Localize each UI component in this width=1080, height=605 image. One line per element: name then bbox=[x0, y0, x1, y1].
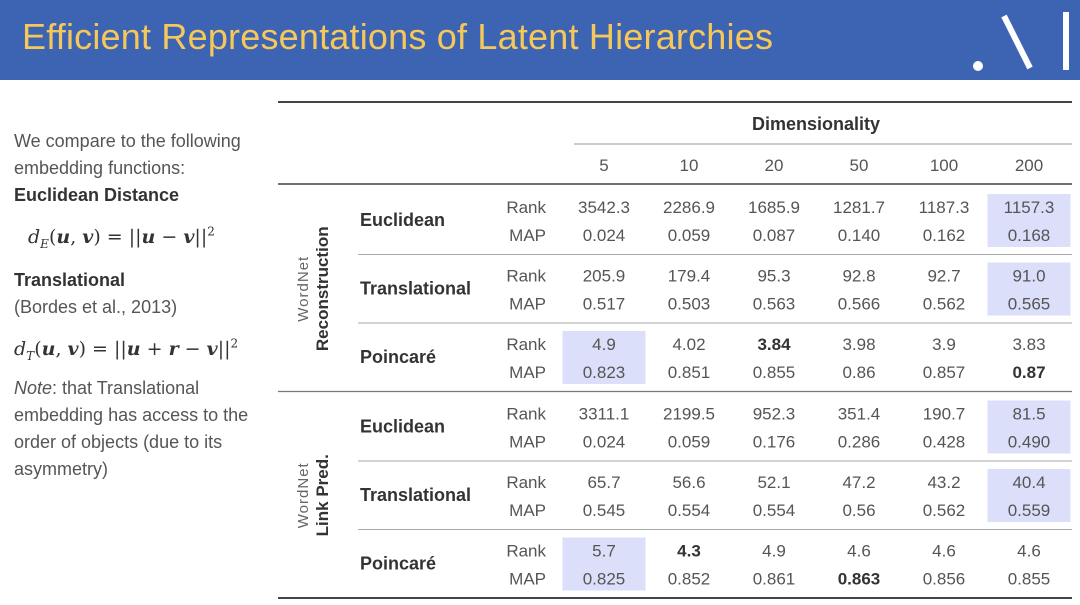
map-value: 0.861 bbox=[752, 569, 796, 589]
results-table bbox=[278, 100, 1072, 600]
map-value: 0.87 bbox=[1012, 363, 1046, 382]
rank-value: 95.3 bbox=[757, 266, 791, 286]
map-value: 0.562 bbox=[922, 501, 966, 520]
map-value: 0.286 bbox=[837, 432, 881, 452]
rank-value: 1281.7 bbox=[833, 198, 885, 217]
rank-value: 56.6 bbox=[672, 473, 706, 492]
map-value: 0.087 bbox=[752, 226, 796, 245]
map-value: 0.559 bbox=[1007, 501, 1051, 520]
map-value: 0.566 bbox=[837, 294, 881, 314]
rank-value: 91.0 bbox=[1012, 266, 1046, 286]
rank-value: 952.3 bbox=[752, 404, 796, 424]
method-label: Poincaré bbox=[360, 553, 437, 574]
dim-header-10: 10 bbox=[679, 156, 699, 175]
map-value: 0.855 bbox=[1007, 569, 1051, 589]
metric-label-rank: Rank bbox=[506, 473, 546, 492]
metric-label-map: MAP bbox=[509, 432, 546, 452]
method-label: Translational bbox=[360, 485, 472, 505]
dim-header-5: 5 bbox=[599, 156, 609, 175]
metric-label-map: MAP bbox=[509, 363, 546, 382]
group-label-bottom: Link Pred. bbox=[313, 454, 332, 537]
rank-value: 4.9 bbox=[592, 335, 616, 354]
translational-formula-text: $d_T(u$, $v) = ||u + r - v||^2$ bbox=[14, 337, 239, 364]
rank-value: 40.4 bbox=[1012, 473, 1046, 492]
map-value: 0.503 bbox=[667, 294, 711, 314]
method-label: Euclidean bbox=[360, 210, 446, 230]
rank-value: 92.7 bbox=[927, 266, 961, 286]
map-value: 0.852 bbox=[667, 569, 711, 589]
rank-value: 205.9 bbox=[582, 266, 626, 286]
method-label: Translational bbox=[360, 278, 472, 299]
map-value: 0.554 bbox=[667, 501, 711, 520]
rank-value: 43.2 bbox=[927, 473, 961, 492]
rank-value: 179.4 bbox=[667, 266, 711, 286]
map-value: 0.857 bbox=[922, 363, 966, 382]
note-paragraph bbox=[14, 375, 264, 483]
metric-label-rank: Rank bbox=[506, 335, 546, 354]
metric-label-rank: Rank bbox=[506, 404, 546, 424]
dim-header-50: 50 bbox=[849, 156, 869, 175]
metric-label-map: MAP bbox=[509, 226, 546, 245]
title-bar bbox=[0, 0, 1080, 80]
map-value: 0.825 bbox=[582, 569, 626, 589]
rank-value: 4.02 bbox=[672, 335, 706, 354]
rank-value: 4.3 bbox=[677, 541, 701, 561]
map-value: 0.024 bbox=[582, 432, 626, 452]
map-value: 0.176 bbox=[752, 432, 796, 452]
rank-value: 3.83 bbox=[1012, 335, 1046, 354]
stanford-dot-backslash-bar-icon bbox=[968, 8, 1078, 74]
translational-formula bbox=[14, 337, 264, 375]
slide-title: Efficient Representations of Latent Hierarchies bbox=[22, 16, 774, 57]
map-value: 0.024 bbox=[582, 226, 626, 245]
rank-value: 4.9 bbox=[762, 541, 786, 561]
rank-value: 2199.5 bbox=[663, 404, 715, 424]
map-value: 0.490 bbox=[1007, 432, 1051, 452]
rank-value: 4.6 bbox=[847, 541, 871, 561]
map-value: 0.162 bbox=[922, 226, 966, 245]
intro-text: We compare to the following embedding functions: bbox=[14, 131, 241, 178]
map-value: 0.545 bbox=[582, 501, 626, 520]
map-value: 0.554 bbox=[752, 501, 796, 520]
map-value: 0.059 bbox=[667, 432, 711, 452]
rank-value: 3542.3 bbox=[578, 198, 630, 217]
rank-value: 92.8 bbox=[842, 266, 876, 286]
euclidean-heading: Euclidean Distance bbox=[14, 185, 180, 205]
translational-heading: Translational bbox=[14, 270, 126, 290]
method-label: Poincaré bbox=[360, 347, 437, 367]
group-label-top: WordNet bbox=[295, 255, 312, 322]
euclidean-formula bbox=[28, 225, 264, 259]
euclidean-formula-text: $d_E(u$, $v) = ||u - v||^2$ bbox=[28, 225, 215, 252]
metric-label-map: MAP bbox=[509, 569, 546, 589]
map-value: 0.855 bbox=[752, 363, 796, 382]
map-value: 0.562 bbox=[922, 294, 966, 314]
map-value: 0.517 bbox=[582, 294, 626, 314]
rank-value: 1685.9 bbox=[748, 198, 800, 217]
map-value: 0.059 bbox=[667, 226, 711, 245]
translational-citation: (Bordes et al., 2013) bbox=[14, 297, 178, 317]
map-value: 0.563 bbox=[752, 294, 796, 314]
map-value: 0.86 bbox=[842, 363, 876, 382]
map-value: 0.168 bbox=[1007, 226, 1051, 245]
rank-value: 4.6 bbox=[932, 541, 956, 561]
dim-header-20: 20 bbox=[764, 156, 784, 175]
metric-label-rank: Rank bbox=[506, 541, 546, 561]
rank-value: 47.2 bbox=[842, 473, 876, 492]
group-label-bottom: Reconstruction bbox=[313, 226, 332, 352]
map-value: 0.140 bbox=[837, 226, 881, 245]
group-label-top: WordNet bbox=[295, 462, 312, 529]
rank-value: 65.7 bbox=[587, 473, 621, 492]
note-label: Note bbox=[14, 378, 53, 398]
rank-value: 1157.3 bbox=[1003, 198, 1055, 217]
rank-value: 4.6 bbox=[1017, 541, 1041, 561]
rank-value: 3.9 bbox=[932, 335, 956, 354]
rank-value: 81.5 bbox=[1012, 404, 1046, 424]
left-panel bbox=[14, 128, 264, 483]
dim-header-100: 100 bbox=[929, 156, 959, 175]
note-text: : that Translational embedding has access to the order of objects (due to its asymmetry) bbox=[14, 378, 249, 479]
method-label: Euclidean bbox=[360, 416, 446, 437]
map-value: 0.56 bbox=[842, 501, 876, 520]
map-value: 0.428 bbox=[922, 432, 966, 452]
rank-value: 2286.9 bbox=[663, 198, 715, 217]
dim-header-200: 200 bbox=[1014, 156, 1044, 175]
rank-value: 52.1 bbox=[757, 473, 791, 492]
results-table-svg bbox=[278, 100, 1072, 600]
metric-label-rank: Rank bbox=[506, 198, 546, 217]
rank-value: 351.4 bbox=[837, 404, 881, 424]
rank-value: 190.7 bbox=[922, 404, 966, 424]
metric-label-map: MAP bbox=[509, 294, 546, 314]
map-value: 0.851 bbox=[667, 363, 711, 382]
map-value: 0.863 bbox=[837, 569, 881, 589]
logo-backslash bbox=[1004, 16, 1030, 68]
rank-value: 3.84 bbox=[757, 335, 791, 354]
rank-value: 3311.1 bbox=[578, 404, 630, 424]
dimensionality-header: Dimensionality bbox=[751, 114, 881, 134]
map-value: 0.565 bbox=[1007, 294, 1051, 314]
rank-value: 1187.3 bbox=[918, 198, 970, 217]
logo-dot bbox=[973, 61, 983, 71]
rank-value: 5.7 bbox=[592, 541, 616, 561]
rank-value: 3.98 bbox=[842, 335, 876, 354]
metric-label-map: MAP bbox=[509, 501, 546, 520]
metric-label-rank: Rank bbox=[506, 266, 546, 286]
map-value: 0.856 bbox=[922, 569, 966, 589]
map-value: 0.823 bbox=[582, 363, 626, 382]
